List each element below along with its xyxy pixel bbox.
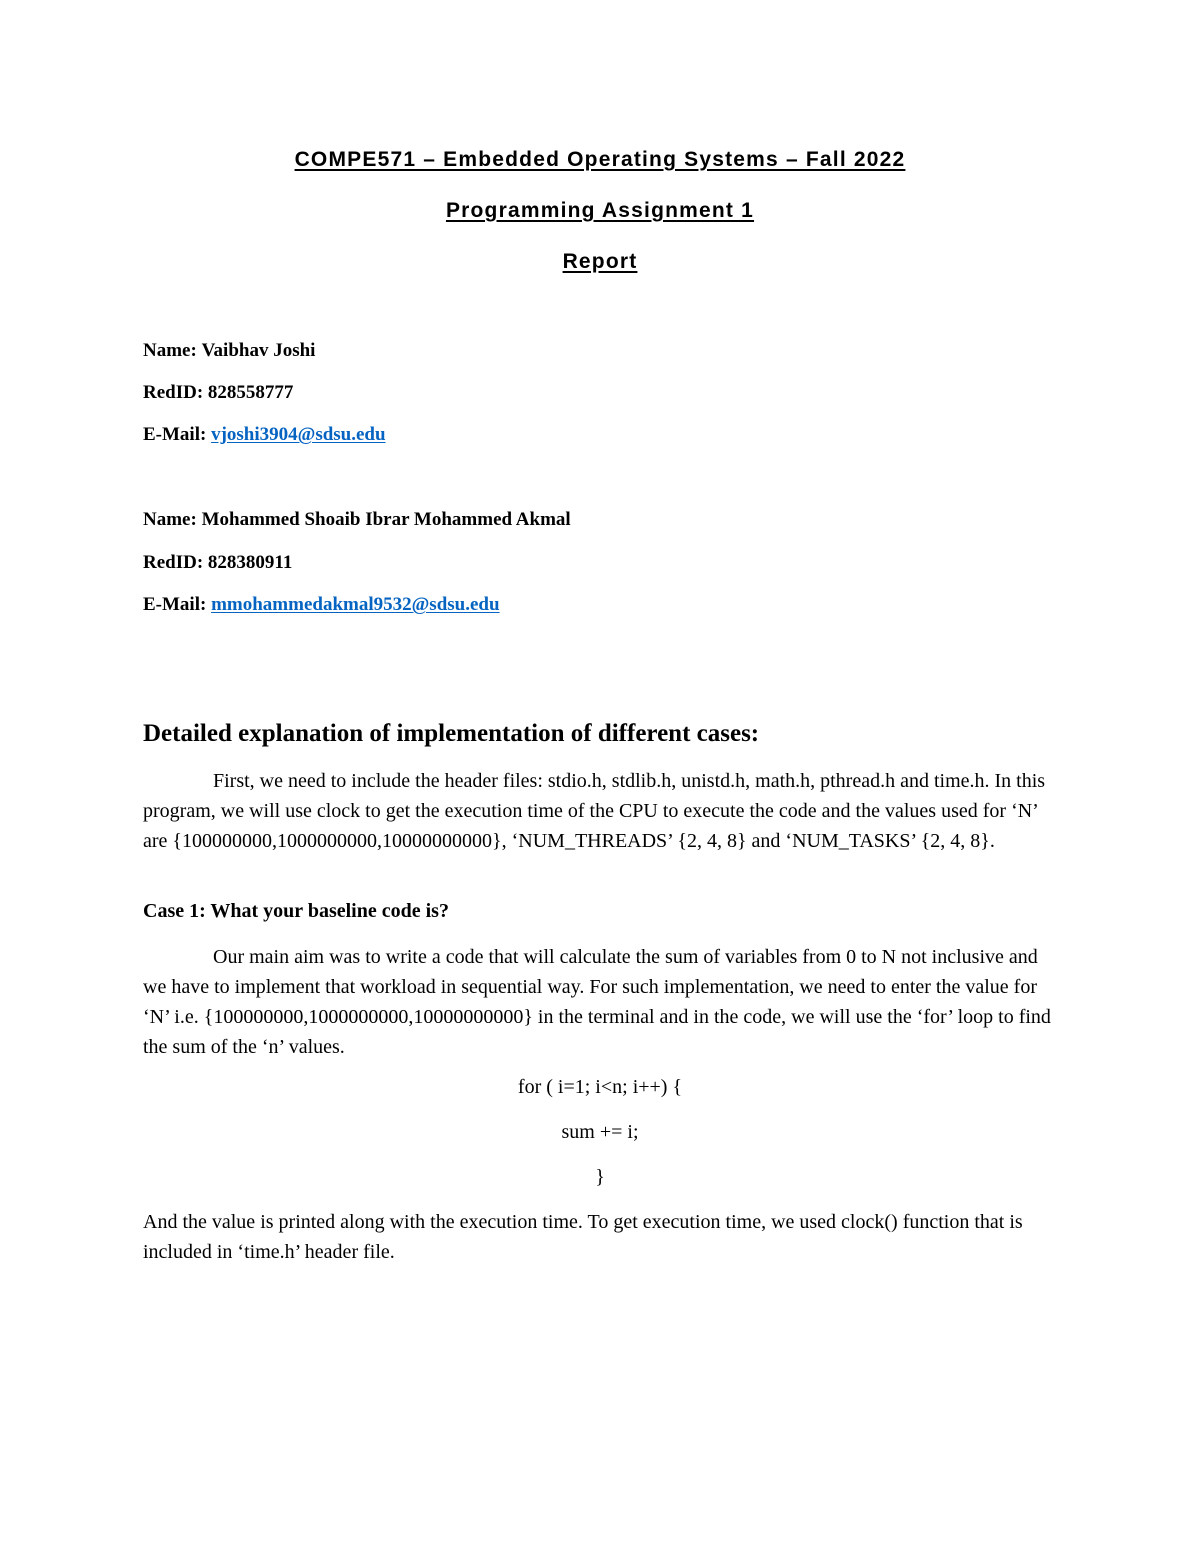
course-title: COMPE571 – Embedded Operating Systems – Fall 2022 bbox=[294, 148, 906, 171]
case-1-closing-paragraph: And the value is printed along with the execution time. To get execution time, we used clock() function that is included in ‘time.h’ header file. bbox=[143, 1211, 1023, 1263]
author-1-email-label: E-Mail: bbox=[143, 424, 207, 445]
author-2-email-line bbox=[143, 594, 500, 616]
author-1-name-line bbox=[143, 340, 315, 362]
intro-paragraph: First, we need to include the header files: stdio.h, stdlib.h, unistd.h, math.h, pthread.h and time.h. In this program, we will use clock to get the execution time of the CPU to execute the code and the values used for ‘N’ are {100000000,1000000000,10000000000}, ‘NUM_THREADS’ {2, 4, 8} and ‘NUM_TASKS’ {2, 4, 8}. bbox=[143, 770, 1046, 852]
author-1-name: Vaibhav Joshi bbox=[201, 340, 316, 361]
author-2-name-label: Name: bbox=[143, 509, 197, 530]
report-title: Report bbox=[562, 250, 638, 273]
author-2-redid-label: RedID: bbox=[143, 552, 204, 573]
code-line-1: for ( i=1; i<n; i++) { bbox=[517, 1076, 683, 1098]
author-2-email-link[interactable]: mmohammedakmal9532@sdsu.edu bbox=[211, 594, 500, 615]
author-2-redid-line bbox=[143, 552, 292, 574]
code-line-2: sum += i; bbox=[561, 1121, 639, 1143]
author-1-email-link[interactable]: vjoshi3904@sdsu.edu bbox=[211, 424, 386, 445]
author-1-redid-line bbox=[143, 382, 293, 404]
author-1-name-label: Name: bbox=[143, 340, 197, 361]
author-1-redid-label: RedID: bbox=[143, 382, 204, 403]
author-2-name: Mohammed Shoaib Ibrar Mohammed Akmal bbox=[201, 509, 571, 530]
assignment-title: Programming Assignment 1 bbox=[445, 199, 755, 222]
author-2-redid: 828380911 bbox=[207, 552, 293, 573]
author-1-email-line bbox=[143, 424, 386, 446]
author-2-email-label: E-Mail: bbox=[143, 594, 207, 615]
section-title: Detailed explanation of implementation of different cases: bbox=[143, 720, 760, 747]
code-line-3: } bbox=[595, 1166, 605, 1188]
case-1-title: Case 1: What your baseline code is? bbox=[143, 900, 449, 922]
case-1-paragraph: Our main aim was to write a code that will calculate the sum of variables from 0 to N not inclusive and we have to implement that workload in sequential way. For such implementation, we need to enter the value for ‘N’ i.e. {100000000,1000000000,10000000000} in the terminal and in the code, we will use the ‘for’ loop to find the sum of the ‘n’ values. bbox=[143, 946, 1051, 1058]
author-1-redid: 828558777 bbox=[207, 382, 294, 403]
author-2-name-line bbox=[143, 509, 571, 531]
